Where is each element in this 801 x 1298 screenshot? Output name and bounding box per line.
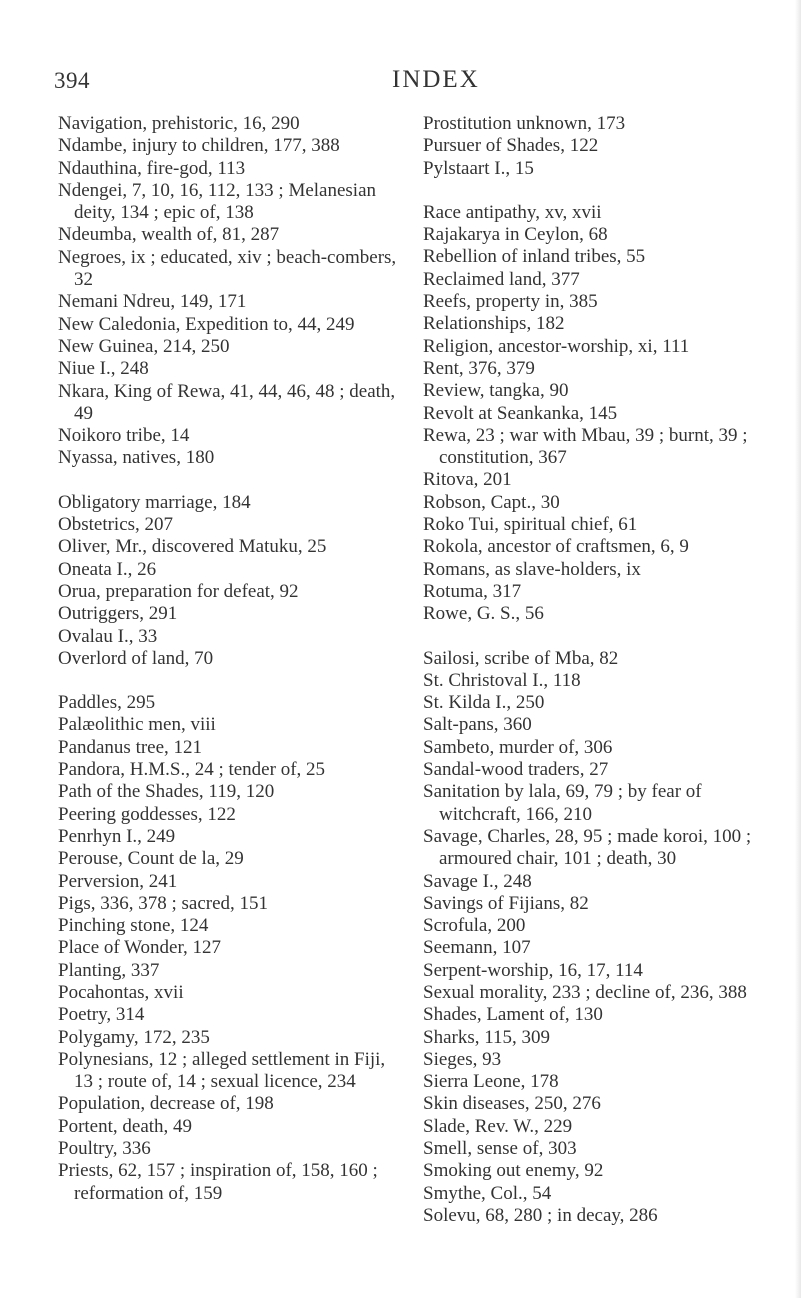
index-entry: Polynesians, 12 ; alleged settlement in Fiji, 13 ; route of, 14 ; sexual licence, 234 bbox=[58, 1048, 386, 1093]
index-entry: Relationships, 182 bbox=[423, 313, 565, 335]
index-entry: Solevu, 68, 280 ; in decay, 286 bbox=[423, 1204, 658, 1226]
section-gap bbox=[58, 670, 406, 692]
index-entry: Rowe, G. S., 56 bbox=[423, 603, 544, 625]
index-entry: Pursuer of Shades, 122 bbox=[423, 135, 599, 157]
index-entry: Pylstaart I., 15 bbox=[423, 157, 534, 179]
index-entry: Ritova, 201 bbox=[423, 469, 512, 491]
section-gap bbox=[423, 180, 771, 202]
index-column-right bbox=[423, 113, 771, 1227]
index-entry: Pinching stone, 124 bbox=[58, 915, 209, 937]
index-entry: Polygamy, 172, 235 bbox=[58, 1026, 210, 1048]
index-entry: Ndambe, injury to children, 177, 388 bbox=[58, 135, 340, 157]
index-entry: Smoking out enemy, 92 bbox=[423, 1160, 604, 1182]
index-entry: Nemani Ndreu, 149, 171 bbox=[58, 291, 247, 313]
index-entry: Nyassa, natives, 180 bbox=[58, 447, 215, 469]
index-entry: Population, decrease of, 198 bbox=[58, 1093, 274, 1115]
index-entry: St. Christoval I., 118 bbox=[423, 669, 581, 691]
index-entry: Savage, Charles, 28, 95 ; made koroi, 100 ; armoured chair, 101 ; death, 30 bbox=[423, 825, 752, 870]
running-head: INDEX bbox=[392, 66, 480, 93]
index-entry: Niue I., 248 bbox=[58, 358, 149, 380]
index-entry: Navigation, prehistoric, 16, 290 bbox=[58, 113, 300, 134]
index-entry: Palæolithic men, viii bbox=[58, 714, 216, 736]
index-entry: Prostitution unknown, 173 bbox=[423, 113, 626, 134]
index-entry: St. Kilda I., 250 bbox=[423, 692, 545, 714]
index-entry: Planting, 337 bbox=[58, 959, 160, 981]
index-entry: Reclaimed land, 377 bbox=[423, 268, 580, 290]
index-entry: Outriggers, 291 bbox=[58, 603, 178, 625]
index-entry: Sailosi, scribe of Mba, 82 bbox=[423, 647, 619, 669]
index-entry: Scrofula, 200 bbox=[423, 915, 526, 937]
index-entry: Rajakarya in Ceylon, 68 bbox=[423, 224, 608, 246]
index-entry: Religion, ancestor-worship, xi, 111 bbox=[423, 335, 690, 357]
index-entry: Orua, preparation for defeat, 92 bbox=[58, 580, 299, 602]
index-entry: Rebellion of inland tribes, 55 bbox=[423, 246, 646, 268]
index-entry: Serpent-worship, 16, 17, 114 bbox=[423, 959, 643, 981]
index-entry: Pandanus tree, 121 bbox=[58, 736, 203, 758]
index-entry: Oliver, Mr., discovered Matuku, 25 bbox=[58, 536, 327, 558]
index-entry: Robson, Capt., 30 bbox=[423, 491, 560, 513]
index-entry: Paddles, 295 bbox=[58, 692, 156, 714]
index-entry: Nkara, King of Rewa, 41, 44, 46, 48 ; death, 49 bbox=[58, 380, 396, 424]
index-entry: Noikoro tribe, 14 bbox=[58, 425, 190, 447]
index-entry: Sanitation by lala, 69, 79 ; by fear of witchcraft, 166, 210 bbox=[423, 781, 702, 825]
index-entry: Seemann, 107 bbox=[423, 937, 531, 959]
section-gap bbox=[423, 626, 771, 648]
index-entry: Ndeumba, wealth of, 81, 287 bbox=[58, 224, 280, 246]
index-entry: Peering goddesses, 122 bbox=[58, 803, 236, 825]
index-entry: Oneata I., 26 bbox=[58, 558, 157, 580]
index-entry: Priests, 62, 157 ; inspiration of, 158, 160 ; reformation of, 159 bbox=[58, 1160, 378, 1204]
index-entry: Race antipathy, xv, xvii bbox=[423, 201, 602, 223]
index-entry: Penrhyn I., 249 bbox=[58, 825, 176, 847]
index-entry: Savings of Fijians, 82 bbox=[423, 892, 589, 914]
index-entry: Perouse, Count de la, 29 bbox=[58, 848, 244, 870]
index-entry: Ndengei, 7, 10, 16, 112, 133 ; Melanesian deity, 134 ; epic of, 138 bbox=[58, 179, 377, 224]
index-entry: Rokola, ancestor of craftsmen, 6, 9 bbox=[423, 536, 689, 558]
index-entry: Sambeto, murder of, 306 bbox=[423, 736, 613, 758]
index-entry: Ovalau I., 33 bbox=[58, 625, 158, 647]
index-entry: Portent, death, 49 bbox=[58, 1115, 193, 1137]
index-entry: Sierra Leone, 178 bbox=[423, 1071, 559, 1093]
index-entry: Rotuma, 317 bbox=[423, 580, 522, 602]
index-entry: Pandora, H.M.S., 24 ; tender of, 25 bbox=[58, 759, 326, 781]
index-entry: Path of the Shades, 119, 120 bbox=[58, 781, 275, 803]
page-edge-shadow bbox=[795, 0, 801, 1298]
index-entry: Savage I., 248 bbox=[423, 870, 532, 892]
index-entry: Salt-pans, 360 bbox=[423, 714, 532, 736]
index-entry: Poetry, 314 bbox=[58, 1004, 145, 1026]
index-entry: Roko Tui, spiritual chief, 61 bbox=[423, 514, 638, 536]
index-entry: Smell, sense of, 303 bbox=[423, 1138, 577, 1160]
index-column-left bbox=[58, 113, 406, 1205]
index-entry: Ndauthina, fire-god, 113 bbox=[58, 157, 246, 179]
index-entry: Sieges, 93 bbox=[423, 1048, 502, 1070]
index-entry: Sharks, 115, 309 bbox=[423, 1026, 551, 1048]
section-gap bbox=[58, 470, 406, 492]
index-entry: Smythe, Col., 54 bbox=[423, 1182, 552, 1204]
index-entry: Reefs, property in, 385 bbox=[423, 291, 598, 313]
index-entry: Obligatory marriage, 184 bbox=[58, 491, 251, 513]
index-entry: Review, tangka, 90 bbox=[423, 380, 569, 402]
index-entry: Sexual morality, 233 ; decline of, 236, 388 bbox=[423, 981, 747, 1003]
index-entry: New Caledonia, Expedition to, 44, 249 bbox=[58, 313, 355, 335]
index-entry: Rewa, 23 ; war with Mbau, 39 ; burnt, 39 ; constitution, 367 bbox=[423, 424, 748, 469]
index-entry: New Guinea, 214, 250 bbox=[58, 335, 230, 357]
index-entry: Pigs, 336, 378 ; sacred, 151 bbox=[58, 892, 269, 914]
index-entry: Sandal-wood traders, 27 bbox=[423, 759, 609, 781]
index-entry: Poultry, 336 bbox=[58, 1138, 151, 1160]
index-entry: Revolt at Seankanka, 145 bbox=[423, 402, 618, 424]
index-entry: Obstetrics, 207 bbox=[58, 514, 174, 536]
index-entry: Romans, as slave-holders, ix bbox=[423, 558, 641, 580]
index-entry: Negroes, ix ; educated, xiv ; beach-combers, 32 bbox=[58, 246, 397, 291]
page-number: 394 bbox=[54, 68, 90, 93]
index-entry: Pocahontas, xvii bbox=[58, 981, 184, 1003]
index-entry: Skin diseases, 250, 276 bbox=[423, 1093, 601, 1115]
index-entry: Shades, Lament of, 130 bbox=[423, 1004, 603, 1026]
index-entry: Slade, Rev. W., 229 bbox=[423, 1115, 573, 1137]
index-entry: Overlord of land, 70 bbox=[58, 647, 214, 669]
index-entry: Perversion, 241 bbox=[58, 870, 178, 892]
index-entry: Rent, 376, 379 bbox=[423, 357, 535, 379]
index-entry: Place of Wonder, 127 bbox=[58, 937, 222, 959]
